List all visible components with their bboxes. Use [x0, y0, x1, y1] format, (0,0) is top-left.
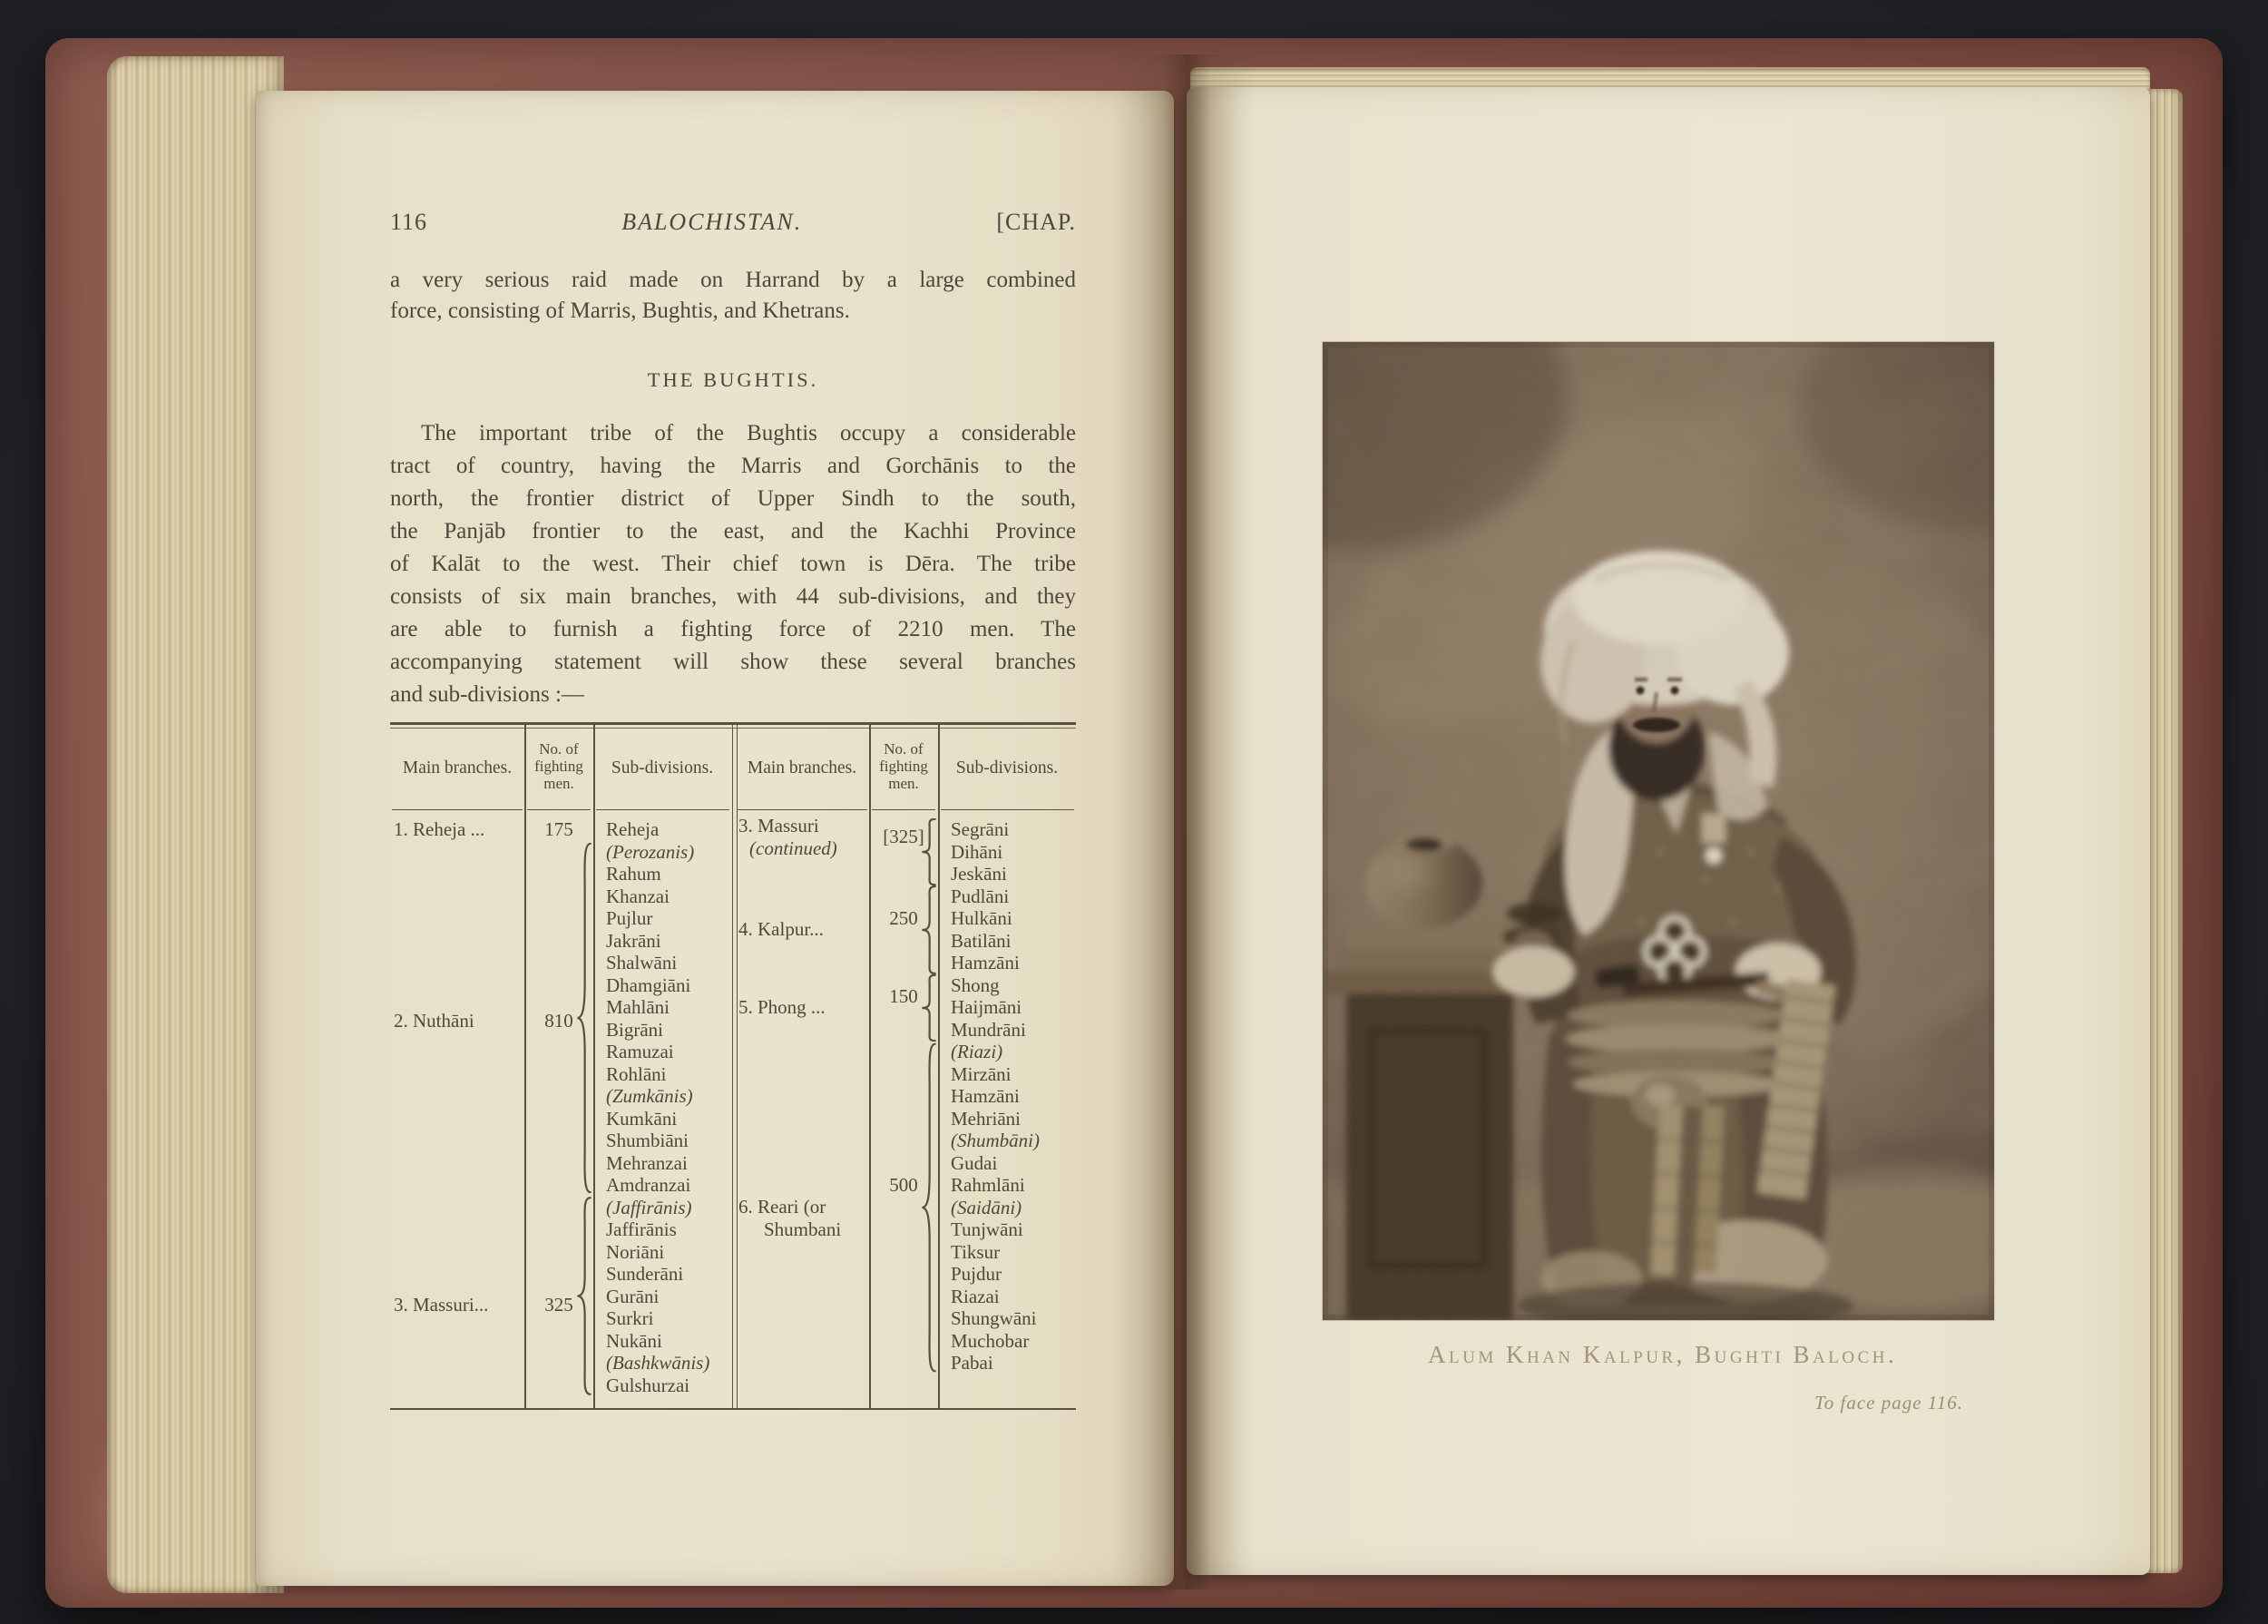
subdivision-name: (Saidāni): [951, 1196, 1022, 1218]
fighting-men-count: 810: [544, 1010, 573, 1032]
subdivision-name: Shumbiāni: [606, 1130, 689, 1151]
subdivision-name: Rahum: [606, 863, 661, 885]
subdivision-name: Dhamgiāni: [606, 973, 691, 996]
column-header-fighting-men: [869, 740, 938, 792]
subdivision-name: Khanzai: [606, 885, 670, 907]
subdivision-name: Tiksur: [951, 1240, 1001, 1263]
subdivision-name: Mehranzai: [606, 1151, 688, 1174]
subdivision-name: Bigrāni: [606, 1018, 663, 1041]
subdivision-name: Mahlāni: [606, 996, 670, 1018]
fighting-men-count: 175: [544, 818, 573, 840]
grouping-brace: [573, 840, 593, 1196]
branch-label: 3. Massuri: [738, 815, 819, 836]
subdivision-name: Riazai: [951, 1285, 1000, 1307]
subdivision-name: Gulshurzai: [606, 1374, 690, 1396]
grouping-brace: [918, 885, 938, 974]
subdivision-name: Noriāni: [606, 1240, 665, 1263]
subdivision-name: Pudlāni: [951, 885, 1010, 907]
header-rule: [737, 809, 867, 810]
column-header-main-branches: Main branches.: [747, 758, 857, 778]
facing-note: To face page 116.: [1814, 1392, 1963, 1414]
header-line: No. of: [539, 740, 579, 758]
subdivision-name: Rohlāni: [606, 1062, 667, 1085]
subdivision-name: Nukāni: [606, 1329, 662, 1352]
header-line: fighting: [534, 758, 583, 775]
text-line: tract of country, having the Marris and Gorchānis to the: [390, 454, 1076, 478]
grouping-brace: [918, 974, 938, 1042]
branch-label: 2. Nuthāni: [394, 1010, 474, 1032]
text-line: consists of six main branches, with 44 sub-divisions, and they: [390, 584, 1076, 609]
subdivision-name: Muchobar: [951, 1329, 1030, 1352]
header-rule: [392, 809, 523, 810]
subdivision-name: (Perozanis): [606, 840, 695, 863]
branch-label: 3. Massuri...: [394, 1294, 489, 1316]
subdivision-name: Shalwāni: [606, 952, 678, 973]
subdivision-name: Hamzāni: [951, 1085, 1020, 1107]
subdivision-name: Haijmāni: [951, 996, 1022, 1018]
table-rule: [732, 724, 734, 1408]
section-heading: THE BUGHTIS.: [647, 368, 819, 391]
branch-label: 5. Phong ...: [738, 996, 826, 1018]
text-line: The important tribe of the Bughtis occupy a considerable: [421, 421, 1076, 445]
header-line: fighting: [879, 758, 928, 775]
subdivision-list: [938, 809, 1076, 1375]
body-paragraph: [390, 417, 1076, 711]
grouping-brace: [918, 1041, 938, 1375]
header-rule: [872, 809, 935, 810]
subdivision-name: (Riazi): [951, 1041, 1003, 1062]
subdivision-name: Sunderāni: [606, 1263, 684, 1285]
subdivision-name: Tunjwāni: [951, 1218, 1023, 1240]
running-head: [390, 207, 1076, 238]
branch-label-continued: (continued): [749, 837, 837, 859]
intro-paragraph: [390, 265, 1076, 327]
fighting-men-count: [325]: [883, 826, 924, 847]
fighting-men-count: 250: [889, 907, 918, 929]
text-line: north, the frontier district of Upper Sindh to the south,: [390, 486, 1076, 511]
subdivision-name: Segrāni: [951, 818, 1010, 840]
photographic-plate: [1323, 342, 1994, 1320]
text-line: force, consisting of Marris, Bughtis, and Khetrans.: [390, 298, 850, 323]
subdivision-name: Mehriāni: [951, 1107, 1021, 1130]
fighting-men-count: 325: [544, 1294, 573, 1316]
left-page: [256, 91, 1174, 1586]
subdivision-name: Rahmlāni: [951, 1174, 1025, 1196]
subdivision-name: (Bashkwānis): [606, 1352, 710, 1374]
subdivision-name: Shungwāni: [951, 1307, 1037, 1329]
subdivision-name: Pujdur: [951, 1263, 1002, 1285]
text-line: a very serious raid made on Harrand by a large combined: [390, 268, 1076, 292]
subdivision-name: Jakrāni: [606, 929, 661, 952]
fighting-men-count: 500: [889, 1174, 918, 1196]
text-line: of Kalāt to the west. Their chief town is Dēra. The tribe: [390, 552, 1076, 576]
subdivision-name: Shong: [951, 973, 1000, 996]
subdivision-name: Reheja: [606, 818, 660, 840]
subdivision-name: (Jaffirānis): [606, 1196, 692, 1218]
column-header-subdivisions: Sub-divisions.: [955, 758, 1059, 778]
plate-photo: [1323, 342, 1994, 1320]
branch-label: 6. Reari (or: [738, 1196, 826, 1218]
subdivision-name: Ramuzai: [606, 1041, 674, 1062]
subdivision-name: Pujlur: [606, 907, 653, 929]
subdivision-name: Batilāni: [951, 929, 1012, 952]
header-rule: [527, 809, 591, 810]
text-line: and sub-divisions :—: [390, 682, 584, 707]
branch-label: 4. Kalpur...: [738, 918, 824, 940]
subdivision-name: Gudai: [951, 1151, 998, 1174]
branch-label: 1. Reheja ...: [394, 818, 485, 840]
right-page: [1187, 87, 2150, 1575]
column-header-fighting-men: [524, 740, 593, 792]
header-line: men.: [888, 775, 919, 792]
text-block: [390, 207, 1076, 1410]
grouping-brace: [918, 818, 938, 885]
subdivision-list: [593, 809, 731, 1396]
tribal-table: [390, 722, 1076, 1410]
page-edges-right: [2146, 89, 2183, 1573]
subdivision-name: Amdranzai: [606, 1174, 691, 1196]
subdivision-name: Pabai: [951, 1352, 993, 1374]
chapter-mark: [CHAP.: [996, 209, 1076, 235]
subdivision-name: Dihāni: [951, 840, 1003, 863]
grouping-brace: [573, 1196, 593, 1396]
text-line: are able to furnish a fighting force of 2210 men. The: [390, 617, 1076, 641]
page-number: 116: [390, 209, 428, 235]
subdivision-name: Hulkāni: [951, 907, 1012, 929]
text-line: accompanying statement will show these several branches: [390, 650, 1076, 674]
table-left-half: [390, 722, 731, 1410]
subdivision-name: Mirzāni: [951, 1062, 1012, 1085]
subdivision-name: Mundrāni: [951, 1018, 1026, 1041]
subdivision-name: (Shumbāni): [951, 1130, 1040, 1151]
subdivision-name: Kumkāni: [606, 1107, 678, 1130]
plate-caption: Alum Khan Kalpur, Bughti Baloch.: [1428, 1341, 1898, 1368]
subdivision-name: Jaffirānis: [606, 1218, 677, 1240]
text-line: the Panjāb frontier to the east, and the Kachhi Province: [390, 519, 1076, 543]
header-line: No. of: [884, 740, 924, 758]
running-title: BALOCHISTAN.: [621, 209, 803, 235]
table-right-half: [735, 722, 1076, 1410]
header-line: men.: [543, 775, 574, 792]
subdivision-name: Gurāni: [606, 1285, 660, 1307]
subdivision-name: Jeskāni: [951, 863, 1007, 885]
fighting-men-count: 150: [889, 985, 918, 1007]
subdivision-name: Hamzāni: [951, 952, 1020, 973]
subdivision-name: Surkri: [606, 1307, 654, 1329]
column-header-main-branches: Main branches.: [402, 758, 513, 778]
subdivision-name: (Zumkānis): [606, 1085, 693, 1107]
column-header-subdivisions: Sub-divisions.: [611, 758, 714, 778]
branch-label: Shumbani: [764, 1218, 842, 1240]
